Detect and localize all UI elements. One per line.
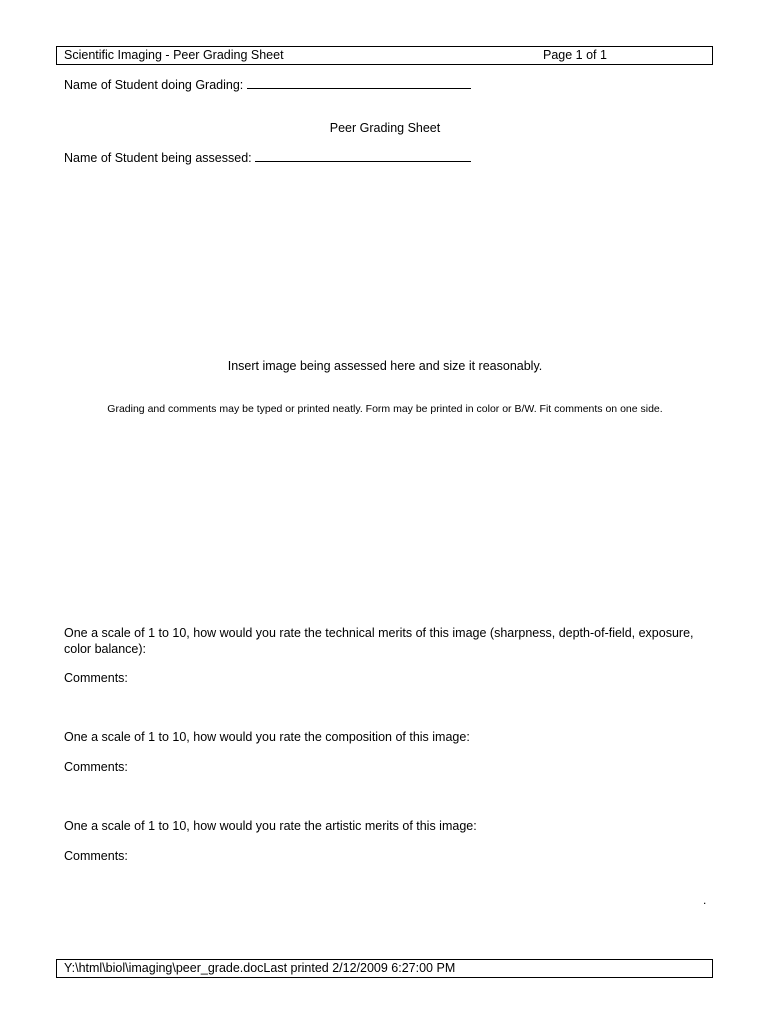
question-composition: One a scale of 1 to 10, how would you rate the composition of this image: — [64, 730, 470, 744]
grader-name-field[interactable] — [247, 77, 471, 89]
page-header — [56, 46, 713, 65]
file-path: Y:\html\biol\imaging\peer_grade.docLast printed 2/12/2009 6:27:00 PM — [64, 961, 456, 975]
image-instruction: Insert image being assessed here and size it reasonably. — [227, 359, 543, 373]
assessed-name-label: Name of Student being assessed: — [64, 151, 252, 165]
document-title: Scientific Imaging - Peer Grading Sheet — [64, 48, 284, 62]
comments-label-artistic: Comments: — [64, 849, 128, 863]
page-number: Page 1 of 1 — [543, 48, 607, 62]
assessed-name-line — [64, 150, 471, 165]
page-footer — [56, 959, 713, 978]
comments-label-technical: Comments: — [64, 671, 128, 685]
question-technical: One a scale of 1 to 10, how would you rate the technical merits of this image (sharpness, depth-of-field, exposure, color balance): — [64, 626, 694, 656]
question-artistic: One a scale of 1 to 10, how would you rate the artistic merits of this image: — [64, 819, 477, 833]
stray-mark: . — [703, 893, 707, 907]
sheet-title: Peer Grading Sheet — [329, 121, 441, 135]
grading-note: Grading and comments may be typed or printed neatly. Form may be printed in color or B/W. Fit comments on one side. — [107, 403, 663, 415]
grader-name-line — [64, 77, 471, 92]
grader-name-label: Name of Student doing Grading: — [64, 78, 244, 92]
comments-label-composition: Comments: — [64, 760, 128, 774]
assessed-name-field[interactable] — [255, 150, 471, 162]
